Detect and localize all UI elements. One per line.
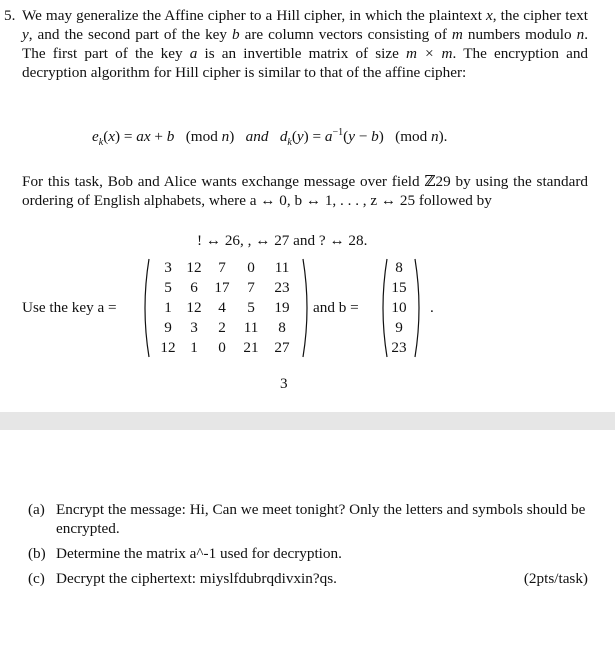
matrix-a-cell: 5 — [247, 299, 255, 316]
matrix-a-cell: 21 — [243, 339, 259, 356]
task-text: Encrypt the message: Hi, Can we meet tonight? Only the letters and symbols should be encrypted. — [56, 501, 586, 537]
matrix-a-cell: 12 — [160, 339, 176, 356]
symbol-mapping: ! ↔ 26, , ↔ 27 and ? ↔ 28. — [197, 232, 368, 249]
key-b-label: and b = — [313, 299, 359, 316]
matrix-a-cell: 8 — [278, 319, 286, 336]
matrix-a-cell: 3 — [164, 259, 172, 276]
matrix-a — [155, 258, 299, 358]
key-a-label: Use the key a = — [22, 299, 117, 316]
task-label: (b) — [28, 545, 46, 562]
vector-b-cell: 10 — [391, 299, 407, 316]
matrix-a-row — [155, 278, 299, 298]
matrix-a-cell: 0 — [218, 339, 226, 356]
vector-b-row — [386, 318, 412, 338]
task-list — [28, 500, 588, 594]
key-definition — [22, 258, 592, 358]
vector-b-cell: 8 — [395, 259, 403, 276]
intro-seg: are column vectors consisting of — [239, 26, 452, 43]
key-period: . — [430, 299, 434, 316]
problem-number: 5. — [4, 7, 16, 24]
intro-var: m × m — [406, 45, 453, 62]
matrix-a-cell: 11 — [243, 319, 259, 336]
vector-b-row — [386, 298, 412, 318]
matrix-a-cell: 5 — [164, 279, 172, 296]
right-paren-icon — [302, 258, 312, 358]
matrix-a-cell: 1 — [164, 299, 172, 316]
matrix-a-cell: 0 — [247, 259, 255, 276]
intro-seg: . The encryption and decryption algorithm for Hill cipher is similar to that of the affine cipher: — [22, 45, 589, 81]
intro-seg: , and the second part of the key — [28, 26, 233, 43]
task-label: (a) — [28, 501, 45, 518]
intro-var: x — [486, 7, 493, 24]
matrix-a-row — [155, 298, 299, 318]
matrix-a-cell: 3 — [190, 319, 198, 336]
matrix-a-cell: 12 — [186, 299, 202, 316]
task-label: (c) — [28, 570, 45, 587]
points-note: (2pts/task) — [523, 570, 588, 587]
matrix-a-cell: 9 — [164, 319, 172, 336]
intro-var: m — [451, 26, 463, 43]
matrix-a-cell: 1 — [190, 339, 198, 356]
task-text: Determine the matrix a^-1 used for decryption. — [56, 545, 342, 562]
matrix-a-cell: 12 — [186, 259, 202, 276]
task-c — [28, 569, 588, 588]
vector-b-row — [386, 278, 412, 298]
vector-b-row — [386, 258, 412, 278]
matrix-a-row — [155, 258, 299, 278]
intro-seg: . The first part of the key — [22, 26, 588, 62]
vector-b-cell: 9 — [395, 319, 403, 336]
page-separator — [0, 412, 615, 430]
matrix-a-row — [155, 338, 299, 358]
intro-seg: , the cipher text — [492, 7, 588, 24]
right-paren-icon — [414, 258, 424, 358]
intro-var: b — [232, 26, 240, 43]
matrix-a-row — [155, 318, 299, 338]
matrix-a-cell: 2 — [218, 319, 226, 336]
intro-var: n — [576, 26, 585, 43]
matrix-a-cell: 6 — [190, 279, 198, 296]
problem-intro-text — [22, 6, 588, 82]
matrix-a-cell: 27 — [274, 339, 290, 356]
vector-b-row — [386, 338, 412, 358]
task-b — [28, 544, 588, 563]
intro-seg: We may generalize the Affine cipher to a Hill cipher, in which the plaintext — [22, 7, 487, 24]
intro-seg: is an invertible matrix of size — [197, 45, 407, 62]
left-paren-icon — [140, 258, 150, 358]
vector-b-cell: 15 — [391, 279, 407, 296]
problem-intro — [4, 6, 588, 82]
matrix-a-cell: 11 — [274, 259, 290, 276]
vector-b-cell: 23 — [391, 339, 407, 356]
matrix-a-cell: 4 — [218, 299, 226, 316]
intro-var: y — [22, 26, 29, 43]
matrix-a-cell: 7 — [247, 279, 255, 296]
matrix-a-cell: 19 — [274, 299, 290, 316]
intro-seg: numbers modulo — [462, 26, 577, 43]
task-intro: For this task, Bob and Alice wants exchange message over field ℤ29 by using the standard ordering of English alphabets, where a ↔ 0, b ↔ 1, . . . , z ↔ 25 followed by — [22, 173, 588, 209]
vector-b — [386, 258, 412, 358]
matrix-a-cell: 7 — [218, 259, 226, 276]
task-a — [28, 500, 588, 538]
cipher-formula: $e_k(x)$ = ax + b (mod n) and $d_k(y) = a^{-1}(y - b)$ (mod n). — [92, 127, 448, 149]
matrix-a-cell: 23 — [274, 279, 290, 296]
task-text: Decrypt the ciphertext: miyslfdubrqdivxin?qs. — [56, 570, 337, 587]
page-number: 3 — [280, 375, 288, 392]
intro-var: a — [189, 45, 198, 62]
matrix-a-cell: 17 — [214, 279, 230, 296]
